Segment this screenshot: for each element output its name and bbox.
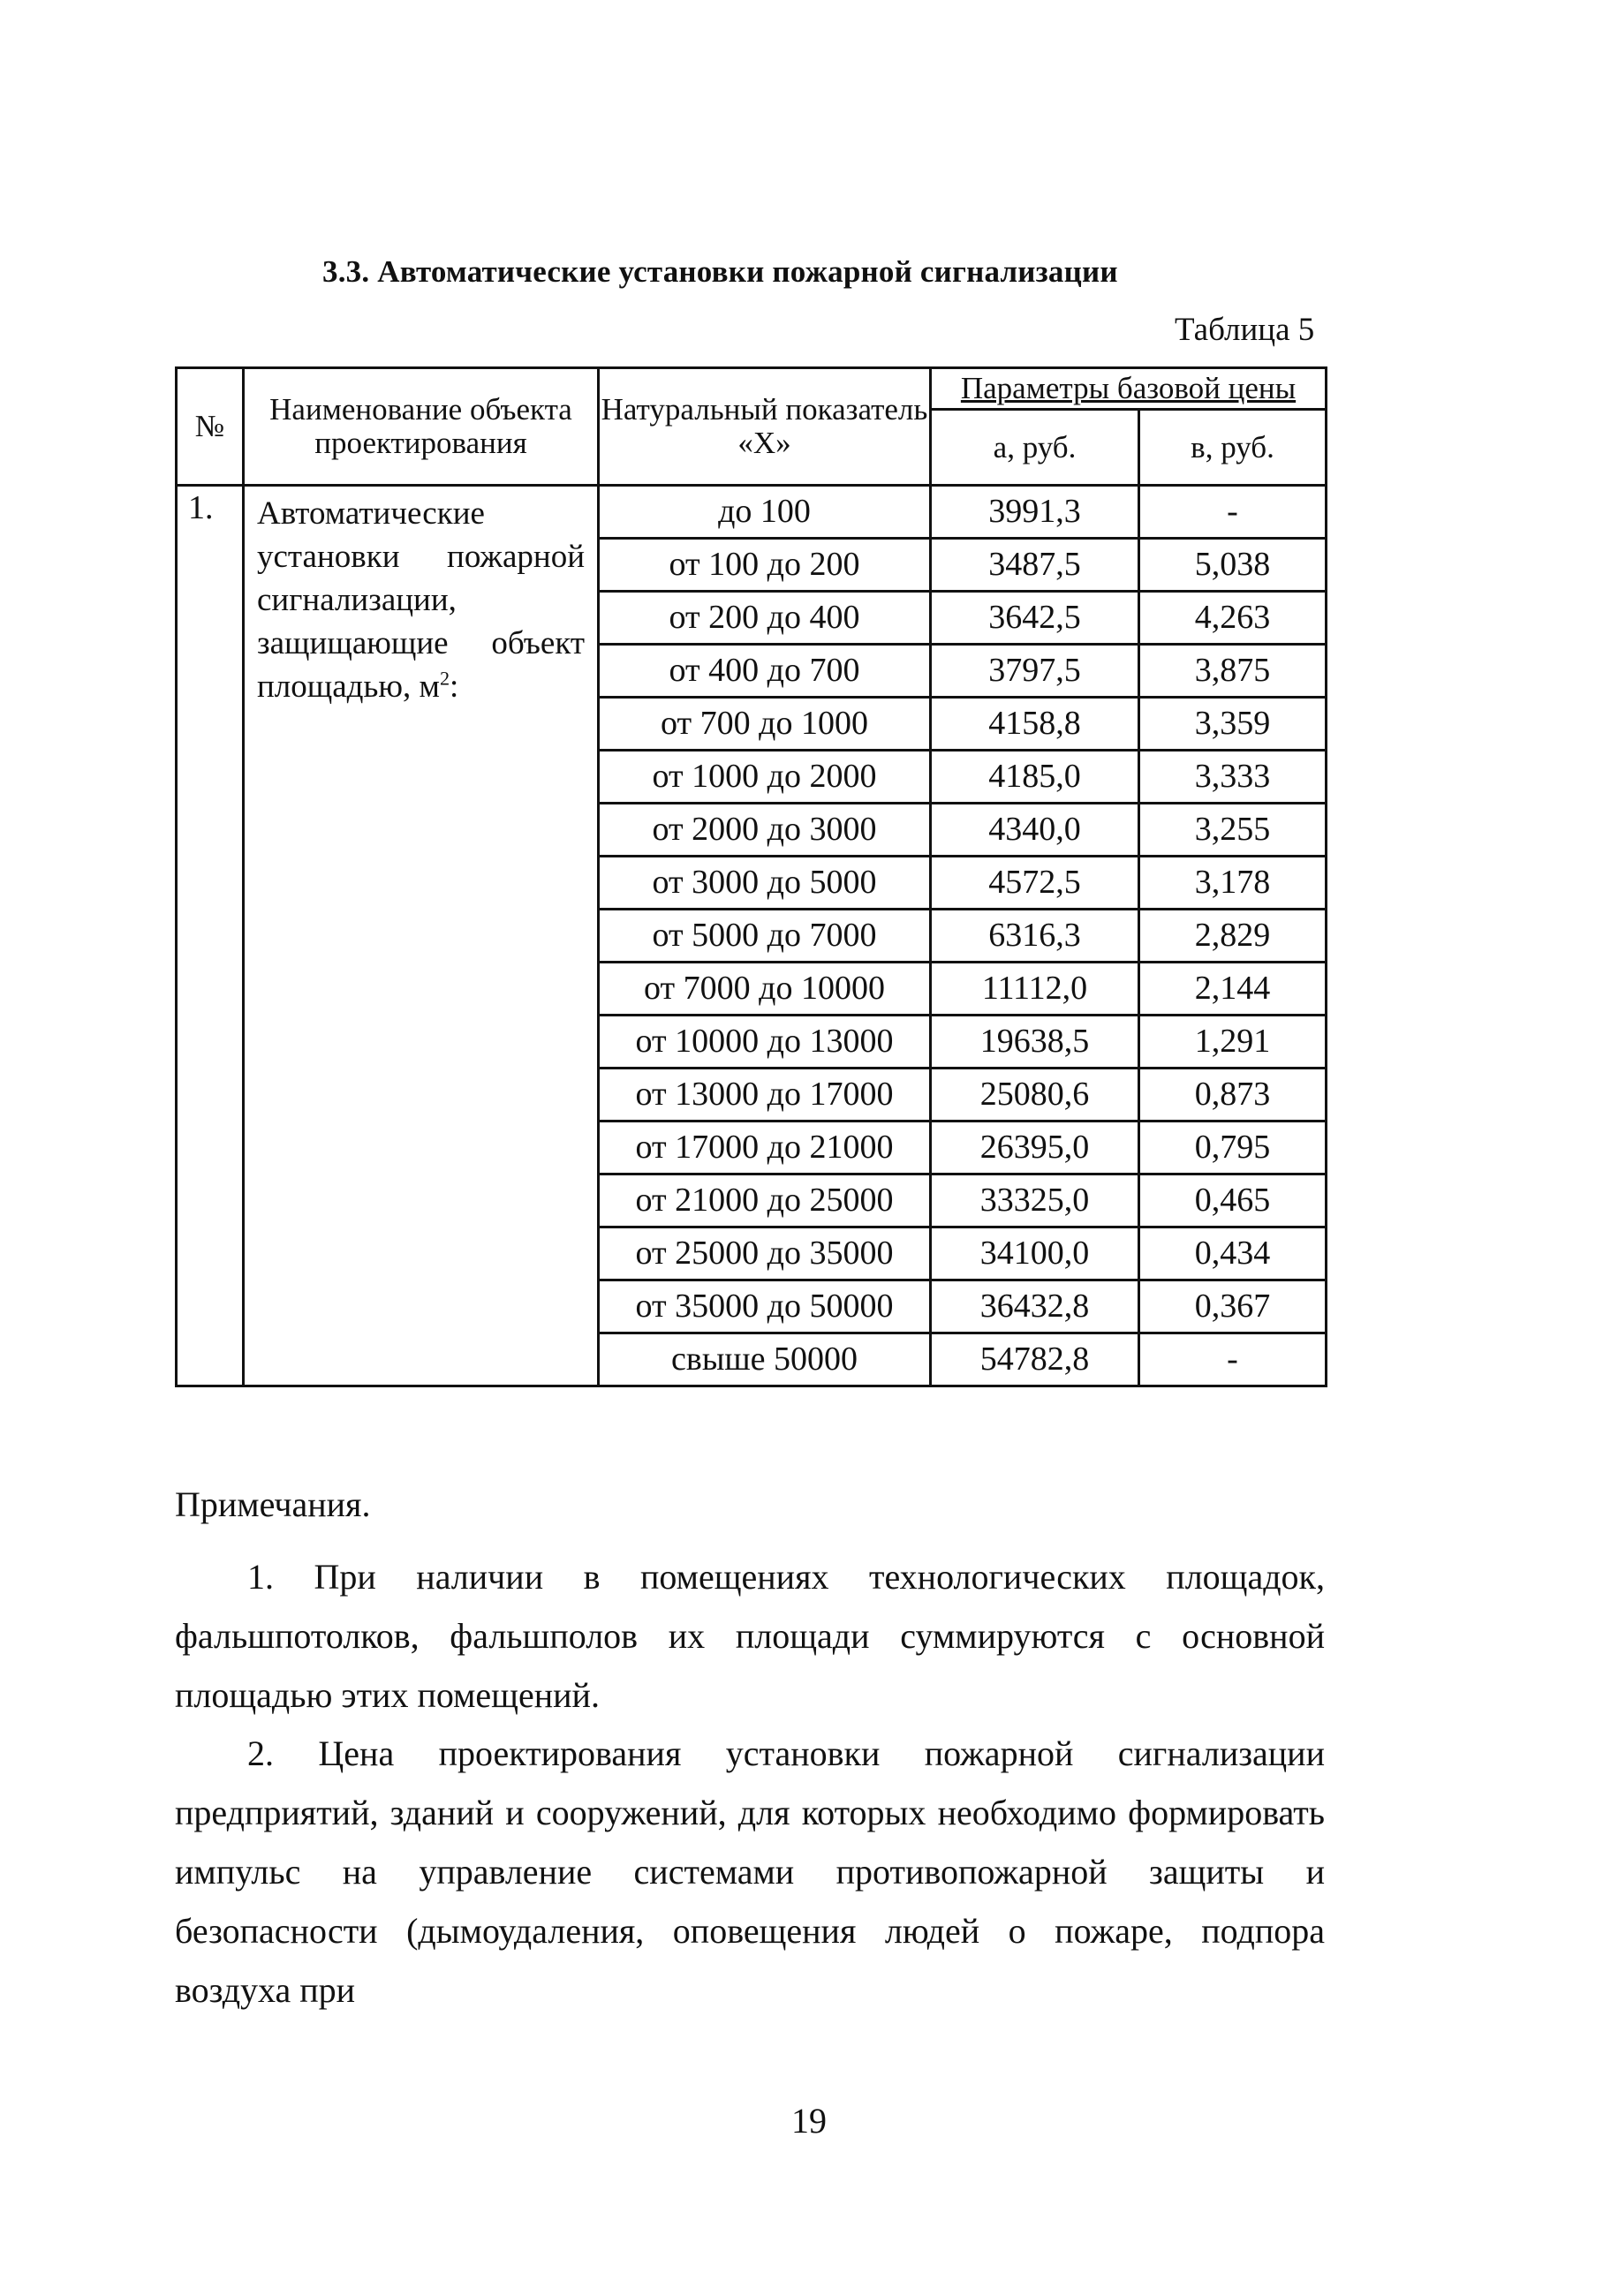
cell-b: 0,795 <box>1139 1122 1327 1174</box>
note-1: 1. При наличии в помещениях технологических площадок, фальшпотолков, фальшполов их площади суммируются с основной площадью этих помещений. <box>175 1557 1325 1715</box>
cell-range: свыше 50000 <box>599 1333 931 1386</box>
header-a: а, руб. <box>931 410 1139 486</box>
cell-range: от 5000 до 7000 <box>599 910 931 963</box>
cell-a: 36432,8 <box>931 1280 1139 1333</box>
cell-b: 5,038 <box>1139 539 1327 592</box>
row-number-cell: 1. <box>177 486 244 1386</box>
table-row <box>177 486 1327 539</box>
cell-a: 6316,3 <box>931 910 1139 963</box>
note-2: 2. Цена проектирования установки пожарной сигнализации предприятий, зданий и сооружений, для которых необходимо формировать импульс на управление системами противопожарной защиты и безопасности (дымоудаления, оповещения людей о пожаре, подпора воздуха при <box>175 1733 1325 2010</box>
cell-range: от 200 до 400 <box>599 592 931 645</box>
cell-b: 3,333 <box>1139 751 1327 804</box>
header-number: № <box>177 368 244 486</box>
cell-a: 11112,0 <box>931 963 1139 1016</box>
cell-a: 3642,5 <box>931 592 1139 645</box>
object-name-text: Автоматические установки пожарной сигнализации, защищающие объект площадью, м <box>257 495 585 705</box>
cell-range: от 25000 до 35000 <box>599 1227 931 1280</box>
cell-a: 54782,8 <box>931 1333 1139 1386</box>
cell-a: 4340,0 <box>931 804 1139 857</box>
page-number: 19 <box>791 2101 827 2141</box>
cell-b: 0,434 <box>1139 1227 1327 1280</box>
header-base-price <box>931 368 1327 410</box>
cell-b: 3,255 <box>1139 804 1327 857</box>
header-object-name: Наименование объекта проектирования <box>244 368 599 486</box>
cell-a: 3797,5 <box>931 645 1139 698</box>
cell-range: от 21000 до 25000 <box>599 1174 931 1227</box>
header-base-price-label: Параметры базовой цены <box>960 371 1297 405</box>
cell-range: от 1000 до 2000 <box>599 751 931 804</box>
cell-a: 33325,0 <box>931 1174 1139 1227</box>
header-b: в, руб. <box>1139 410 1327 486</box>
cell-a: 34100,0 <box>931 1227 1139 1280</box>
header-indicator: Натуральный показатель «Х» <box>599 368 931 486</box>
cell-range: от 7000 до 10000 <box>599 963 931 1016</box>
cell-range: от 100 до 200 <box>599 539 931 592</box>
object-name-cell <box>244 486 599 1386</box>
cell-b: 2,144 <box>1139 963 1327 1016</box>
notes-heading: Примечания. <box>175 1484 371 1524</box>
cell-b: 3,359 <box>1139 698 1327 751</box>
cell-range: от 17000 до 21000 <box>599 1122 931 1174</box>
object-name-suffix: : <box>450 668 459 705</box>
table-header-row <box>177 368 1327 410</box>
section-title: 3.3. Автоматические установки пожарной сигнализации <box>322 254 1118 289</box>
cell-a: 19638,5 <box>931 1016 1139 1069</box>
cell-range: от 3000 до 5000 <box>599 857 931 910</box>
table-body <box>177 486 1327 1386</box>
cell-b: - <box>1139 486 1327 539</box>
cell-a: 25080,6 <box>931 1069 1139 1122</box>
cell-a: 4572,5 <box>931 857 1139 910</box>
cell-range: от 10000 до 13000 <box>599 1016 931 1069</box>
cell-b: 3,178 <box>1139 857 1327 910</box>
cell-b: 4,263 <box>1139 592 1327 645</box>
price-table <box>175 366 1327 1387</box>
cell-range: от 35000 до 50000 <box>599 1280 931 1333</box>
object-name-superscript: 2 <box>439 667 450 690</box>
cell-b: 0,367 <box>1139 1280 1327 1333</box>
cell-b: 3,875 <box>1139 645 1327 698</box>
cell-a: 26395,0 <box>931 1122 1139 1174</box>
cell-range: от 2000 до 3000 <box>599 804 931 857</box>
cell-a: 3487,5 <box>931 539 1139 592</box>
cell-b: 2,829 <box>1139 910 1327 963</box>
cell-b: 0,465 <box>1139 1174 1327 1227</box>
cell-a: 4185,0 <box>931 751 1139 804</box>
cell-range: от 13000 до 17000 <box>599 1069 931 1122</box>
cell-b: 1,291 <box>1139 1016 1327 1069</box>
table-label: Таблица 5 <box>1175 312 1315 348</box>
cell-b: 0,873 <box>1139 1069 1327 1122</box>
cell-a: 4158,8 <box>931 698 1139 751</box>
cell-range: до 100 <box>599 486 931 539</box>
cell-a: 3991,3 <box>931 486 1139 539</box>
cell-b: - <box>1139 1333 1327 1386</box>
cell-range: от 400 до 700 <box>599 645 931 698</box>
cell-range: от 700 до 1000 <box>599 698 931 751</box>
